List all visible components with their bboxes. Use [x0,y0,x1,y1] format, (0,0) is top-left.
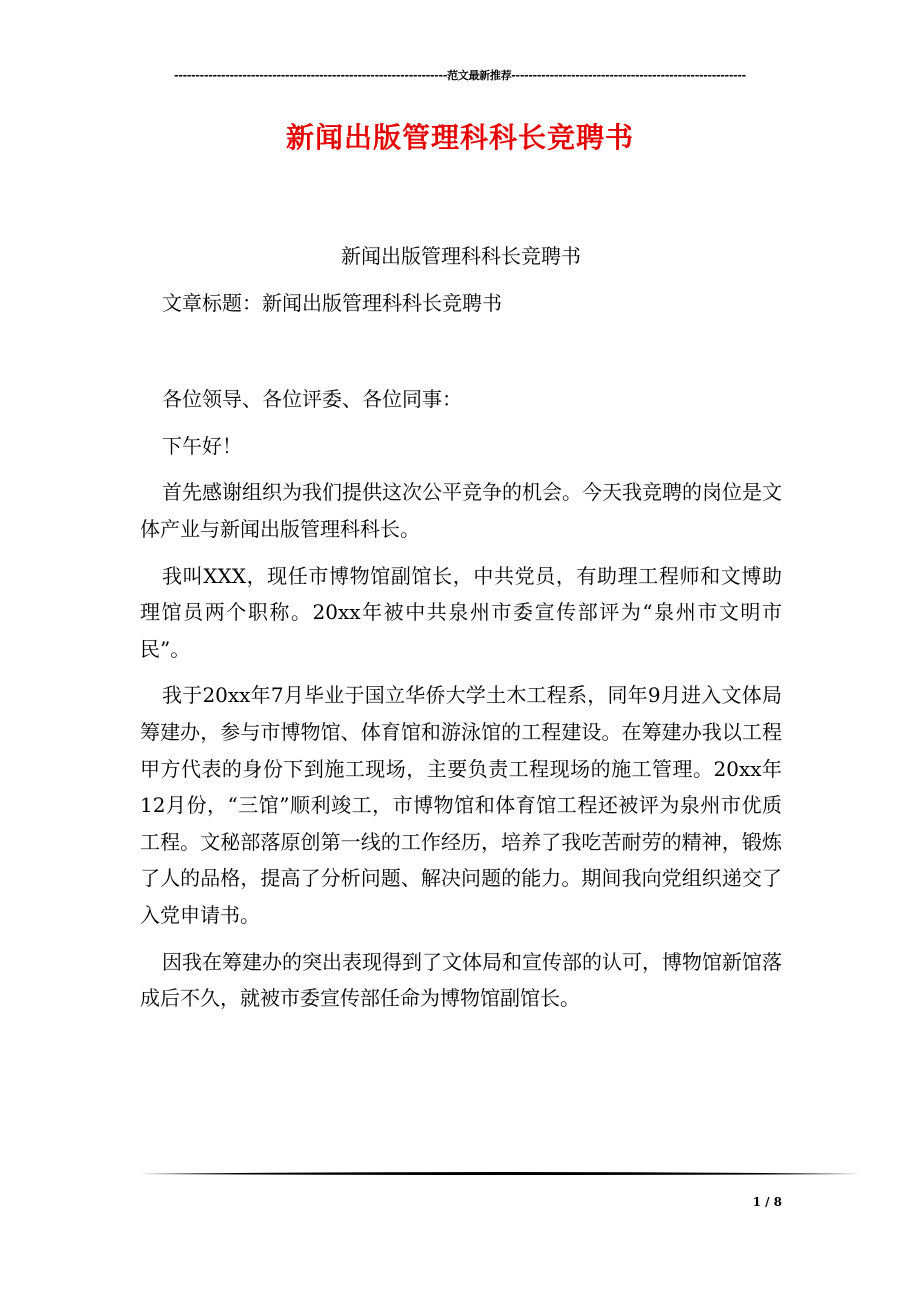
footer-divider [140,1170,862,1176]
document-body [140,238,782,1027]
article-title-line: 文章标题：新闻出版管理科科长竞聘书 [162,290,502,315]
paragraph: 我于20xx年7月毕业于国立华侨大学土木工程系，同年9月进入文体局筹建办，参与市博物馆、体育馆和游泳馆的工程建设。在筹建办我以工程甲方代表的身份下到施工现场，主要负责工程现场的施工管理。20xx年12月份，“三馆”顺利竣工，市博物馆和体育馆工程还被评为泉州市优质工程。文秘部落原创第一线的工作经历，培养了我吃苦耐劳的精神，锻炼了人的品格，提高了分析问题、解决问题的能力。期间我向党组织递交了入党申请书。 [140,683,782,927]
paragraph: 各位领导、各位评委、各位同事： [162,387,462,412]
blank-spacer [140,331,782,381]
paragraph: 下午好！ [162,433,242,458]
page-header: ----------------------------------------------------------------范文最新推荐------------------------------------------------------- [174,69,746,82]
paragraph: 因我在筹建办的突出表现得到了文体局和宣传部的认可，博物馆新馆落成后不久，就被市委宣传部任命为博物馆副馆长。 [140,949,782,1011]
paragraph: 我叫XXX，现任市博物馆副馆长，中共党员，有助理工程师和文博助理馆员两个职称。20xx年被中共泉州市委宣传部评为“泉州市文明市民”。 [140,563,782,661]
document-subtitle: 新闻出版管理科科长竞聘书 [341,244,581,268]
paragraph: 首先感谢组织为我们提供这次公平竞争的机会。今天我竞聘的岗位是文体产业与新闻出版管理科科长。 [140,480,782,541]
document-title: 新闻出版管理科科长竞聘书 [285,121,634,154]
page-number: 1 / 8 [752,1195,782,1209]
